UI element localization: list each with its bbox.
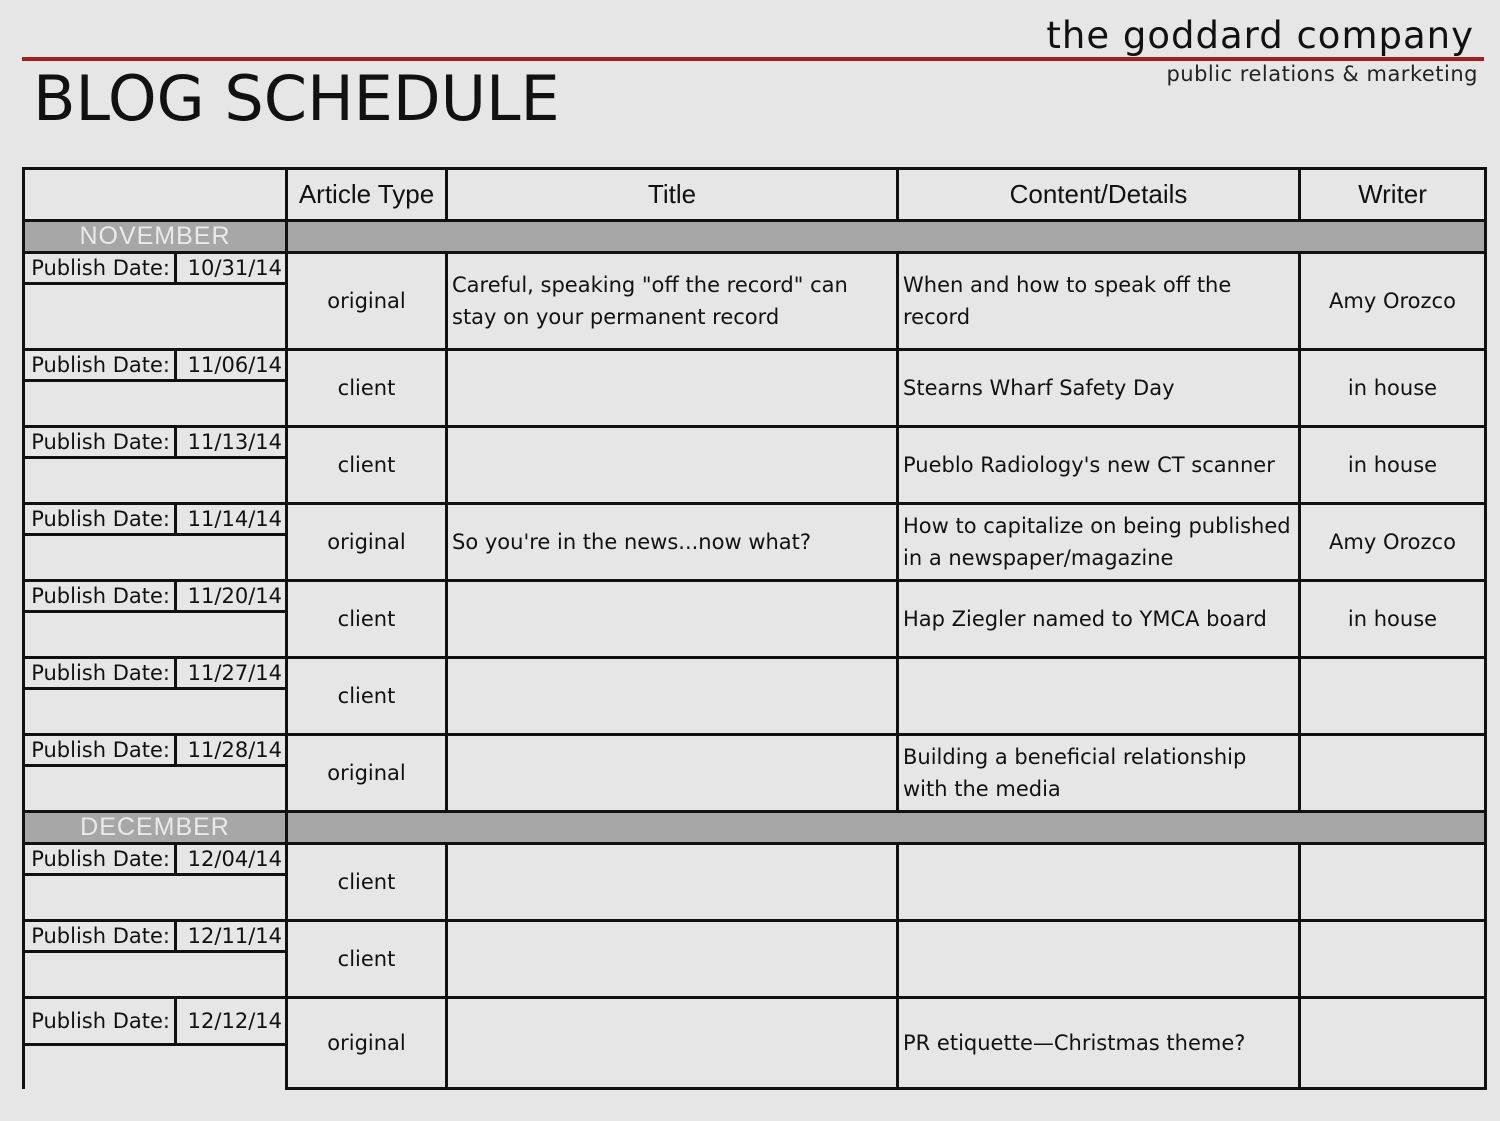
publish-date-cell — [24, 921, 287, 998]
publish-date-box — [25, 999, 285, 1046]
article-type-cell: original — [287, 735, 447, 812]
schedule-row — [24, 427, 1486, 504]
month-row — [24, 812, 1486, 844]
publish-date-cell — [24, 504, 287, 581]
content-details-cell: How to capitalize on being published in a newspaper/magazine — [898, 504, 1300, 581]
writer-cell — [1300, 735, 1486, 812]
publish-date-value: 11/14/14 — [187, 507, 282, 531]
publish-date-box — [25, 351, 285, 382]
title-cell — [447, 350, 898, 427]
schedule-row — [24, 658, 1486, 735]
title-cell — [447, 844, 898, 921]
month-band — [287, 812, 1486, 844]
month-row — [24, 221, 1486, 253]
title-cell — [447, 581, 898, 658]
column-header-date — [24, 169, 287, 221]
title-cell: Careful, speaking "off the record" can stay on your permanent record — [447, 253, 898, 350]
publish-date-cell — [24, 844, 287, 921]
title-cell — [447, 998, 898, 1089]
publish-date-label: Publish Date: — [25, 351, 177, 379]
publish-date-cell — [24, 658, 287, 735]
content-details-cell: Pueblo Radiology's new CT scanner — [898, 427, 1300, 504]
publish-date-label: Publish Date: — [25, 582, 177, 610]
publish-date-label: Publish Date: — [25, 254, 177, 282]
writer-cell: in house — [1300, 350, 1486, 427]
publish-date-cell — [24, 581, 287, 658]
publish-date-value: 11/28/14 — [187, 738, 282, 762]
content-details-cell: PR etiquette—Christmas theme? — [898, 998, 1300, 1089]
publish-date-box — [25, 428, 285, 459]
publish-date-box — [25, 845, 285, 876]
publish-date-value: 10/31/14 — [187, 256, 282, 280]
title-cell — [447, 921, 898, 998]
month-band — [287, 221, 1486, 253]
page-title: BLOG SCHEDULE — [33, 62, 560, 135]
writer-cell: Amy Orozco — [1300, 504, 1486, 581]
content-details-cell — [898, 921, 1300, 998]
writer-cell — [1300, 658, 1486, 735]
publish-date-cell — [24, 998, 287, 1089]
title-cell — [447, 658, 898, 735]
article-type-cell: client — [287, 581, 447, 658]
article-type-cell: original — [287, 504, 447, 581]
publish-date-cell — [24, 427, 287, 504]
header-divider — [22, 57, 1484, 61]
publish-date-cell — [24, 253, 287, 350]
title-cell: So you're in the news...now what? — [447, 504, 898, 581]
publish-date-box — [25, 582, 285, 613]
schedule-row — [24, 350, 1486, 427]
column-header-content-details: Content/Details — [898, 169, 1300, 221]
publish-date-label: Publish Date: — [25, 659, 177, 687]
schedule-row — [24, 735, 1486, 812]
company-tagline: public relations & marketing — [1166, 62, 1478, 86]
blog-schedule-table — [22, 167, 1487, 1090]
schedule-row — [24, 504, 1486, 581]
schedule-body — [24, 221, 1486, 1089]
company-name: the goddard company — [1046, 14, 1474, 57]
publish-date-box — [25, 505, 285, 536]
publish-date-value: 12/11/14 — [187, 924, 282, 948]
article-type-cell: client — [287, 921, 447, 998]
column-header-article-type: Article Type — [287, 169, 447, 221]
writer-cell — [1300, 844, 1486, 921]
content-details-cell: Building a beneficial relationship with the media — [898, 735, 1300, 812]
article-type-cell: client — [287, 658, 447, 735]
publish-date-value: 12/12/14 — [187, 1009, 282, 1033]
publish-date-label: Publish Date: — [25, 428, 177, 456]
publish-date-label: Publish Date: — [25, 845, 177, 873]
publish-date-label: Publish Date: — [25, 505, 177, 533]
publish-date-box — [25, 922, 285, 953]
publish-date-value: 11/27/14 — [187, 661, 282, 685]
content-details-cell: Stearns Wharf Safety Day — [898, 350, 1300, 427]
publish-date-value: 11/20/14 — [187, 584, 282, 608]
column-header-title: Title — [447, 169, 898, 221]
content-details-cell: Hap Ziegler named to YMCA board — [898, 581, 1300, 658]
month-label: NOVEMBER — [24, 221, 287, 253]
article-type-cell: original — [287, 253, 447, 350]
title-cell — [447, 735, 898, 812]
schedule-row — [24, 844, 1486, 921]
publish-date-box — [25, 736, 285, 767]
writer-cell — [1300, 998, 1486, 1089]
column-header-writer: Writer — [1300, 169, 1486, 221]
content-details-cell: When and how to speak off the record — [898, 253, 1300, 350]
content-details-cell — [898, 844, 1300, 921]
publish-date-cell — [24, 735, 287, 812]
publish-date-label: Publish Date: — [25, 736, 177, 764]
header-row — [24, 169, 1486, 221]
article-type-cell: client — [287, 427, 447, 504]
writer-cell: in house — [1300, 581, 1486, 658]
schedule-row — [24, 581, 1486, 658]
writer-cell — [1300, 921, 1486, 998]
schedule-row — [24, 253, 1486, 350]
article-type-cell: original — [287, 998, 447, 1089]
publish-date-value: 11/13/14 — [187, 430, 282, 454]
publish-date-value: 12/04/14 — [187, 847, 282, 871]
schedule-row — [24, 998, 1486, 1089]
schedule-row — [24, 921, 1486, 998]
article-type-cell: client — [287, 844, 447, 921]
writer-cell: Amy Orozco — [1300, 253, 1486, 350]
publish-date-box — [25, 659, 285, 690]
content-details-cell — [898, 658, 1300, 735]
publish-date-box — [25, 254, 285, 285]
publish-date-label: Publish Date: — [25, 999, 177, 1043]
publish-date-label: Publish Date: — [25, 922, 177, 950]
writer-cell: in house — [1300, 427, 1486, 504]
month-label: DECEMBER — [24, 812, 287, 844]
publish-date-cell — [24, 350, 287, 427]
article-type-cell: client — [287, 350, 447, 427]
publish-date-value: 11/06/14 — [187, 353, 282, 377]
title-cell — [447, 427, 898, 504]
